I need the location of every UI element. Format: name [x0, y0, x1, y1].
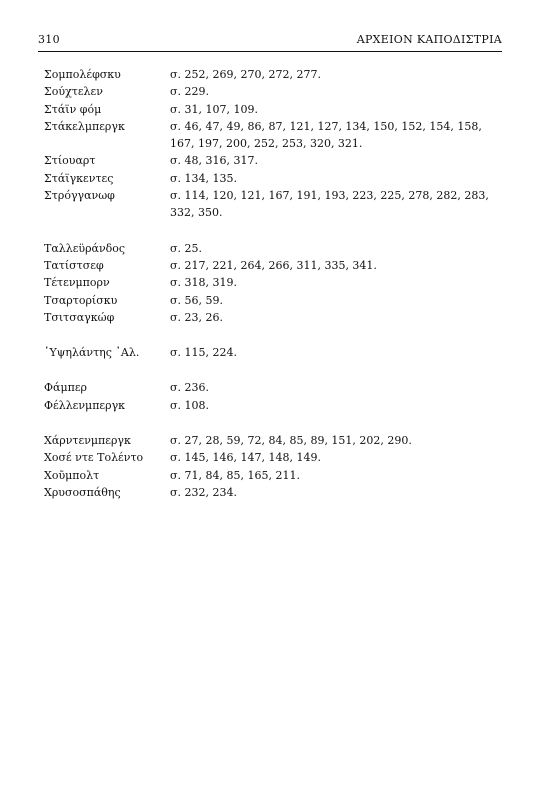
index-term: Στάκελμπεργκ: [44, 119, 125, 133]
index-entry: [44, 344, 506, 361]
index-term: Στάϊν φόμ: [44, 102, 102, 116]
index-term: Σομπολέφσκυ: [44, 68, 121, 81]
index-entry: [44, 432, 506, 449]
index-entry: [44, 379, 506, 396]
page-references: σ. 252, 269, 270, 272, 277.: [170, 68, 321, 81]
index-group: [44, 240, 506, 326]
index-term: Φέλλενμπεργκ: [44, 398, 126, 412]
index-entry: [44, 118, 506, 153]
index-term: Τσαρτορίσκυ: [44, 293, 118, 307]
page-references: σ. 27, 28, 59, 72, 84, 85, 89, 151, 202, 290.: [170, 434, 412, 448]
index-term: Ταλλεϋράνδος: [44, 241, 126, 255]
index-term: Φάμπερ: [44, 381, 87, 395]
page-references: σ. 56, 59.: [170, 293, 223, 307]
page-references: σ. 114, 120, 121, 167, 191, 193, 223, 225, 278, 282, 283, 332, 350.: [170, 189, 489, 220]
page-references: σ. 232, 234.: [170, 485, 237, 499]
index-term: Στάϊγκεντες: [44, 171, 114, 185]
index-entry: [44, 449, 506, 466]
index-term: Τατίστσεφ: [44, 258, 104, 272]
page-references: σ. 25.: [170, 241, 202, 255]
page-header: [38, 33, 502, 46]
index-entry: [44, 397, 506, 414]
page-references: σ. 236.: [170, 381, 209, 395]
page-references: σ. 217, 221, 264, 266, 311, 335, 341.: [170, 258, 377, 272]
index-entry: [44, 187, 506, 222]
page-references: σ. 46, 47, 49, 86, 87, 121, 127, 134, 150, 152, 154, 158, 167, 197, 200, 252, 253, 320, 321.: [170, 119, 482, 151]
index-term: Χοσέ ντε Τολέντο: [44, 451, 144, 465]
index-entry: [44, 274, 506, 291]
index-term: Στίουαρτ: [44, 154, 96, 168]
index-group: [44, 432, 506, 501]
page-references: σ. 48, 316, 317.: [170, 154, 258, 168]
index-term: Χρυσοσπάθης: [44, 485, 121, 499]
index-term: ῾Υψηλάντης ᾿Αλ.: [44, 346, 140, 360]
index-entry: [44, 240, 506, 257]
page-references: σ. 108.: [170, 398, 209, 412]
index-term: Τσιτσαγκώφ: [44, 310, 115, 324]
index-entry: [44, 257, 506, 274]
index-entry: [44, 170, 506, 187]
page-references: σ. 318, 319.: [170, 276, 237, 290]
index-group: [44, 379, 506, 414]
index-entry: [44, 101, 506, 118]
page-references: σ. 31, 107, 109.: [170, 102, 258, 116]
index-entry: [44, 292, 506, 309]
index-term: Σούχτελεν: [44, 85, 103, 99]
index-entry: [44, 484, 506, 501]
page-references: σ. 71, 84, 85, 165, 211.: [170, 468, 300, 482]
page-number: 310: [38, 33, 60, 46]
page-references: σ. 134, 135.: [170, 171, 237, 185]
index-entry: [44, 467, 506, 484]
index-term: Χάρντενμπεργκ: [44, 434, 131, 448]
index-entry: [44, 309, 506, 326]
header-rule: [38, 51, 502, 52]
page-references: σ. 23, 26.: [170, 310, 223, 324]
index-group: [44, 344, 506, 361]
index-term: Τέτενμπορν: [44, 276, 110, 290]
index-entry: [44, 152, 506, 169]
page-references: σ. 229.: [170, 85, 209, 99]
index-entry: [44, 66, 506, 83]
page-references: σ. 145, 146, 147, 148, 149.: [170, 451, 321, 465]
index-entry: [44, 83, 506, 100]
index-term: Στρόγγανωφ: [44, 189, 115, 203]
name-index: [44, 66, 506, 519]
index-group: [44, 66, 506, 222]
page-references: σ. 115, 224.: [170, 346, 237, 360]
running-title: ΑΡΧΕΙΟΝ ΚΑΠΟΔΙΣΤΡΙΑ: [356, 33, 502, 46]
index-term: Χοῦμπολτ: [44, 468, 100, 482]
